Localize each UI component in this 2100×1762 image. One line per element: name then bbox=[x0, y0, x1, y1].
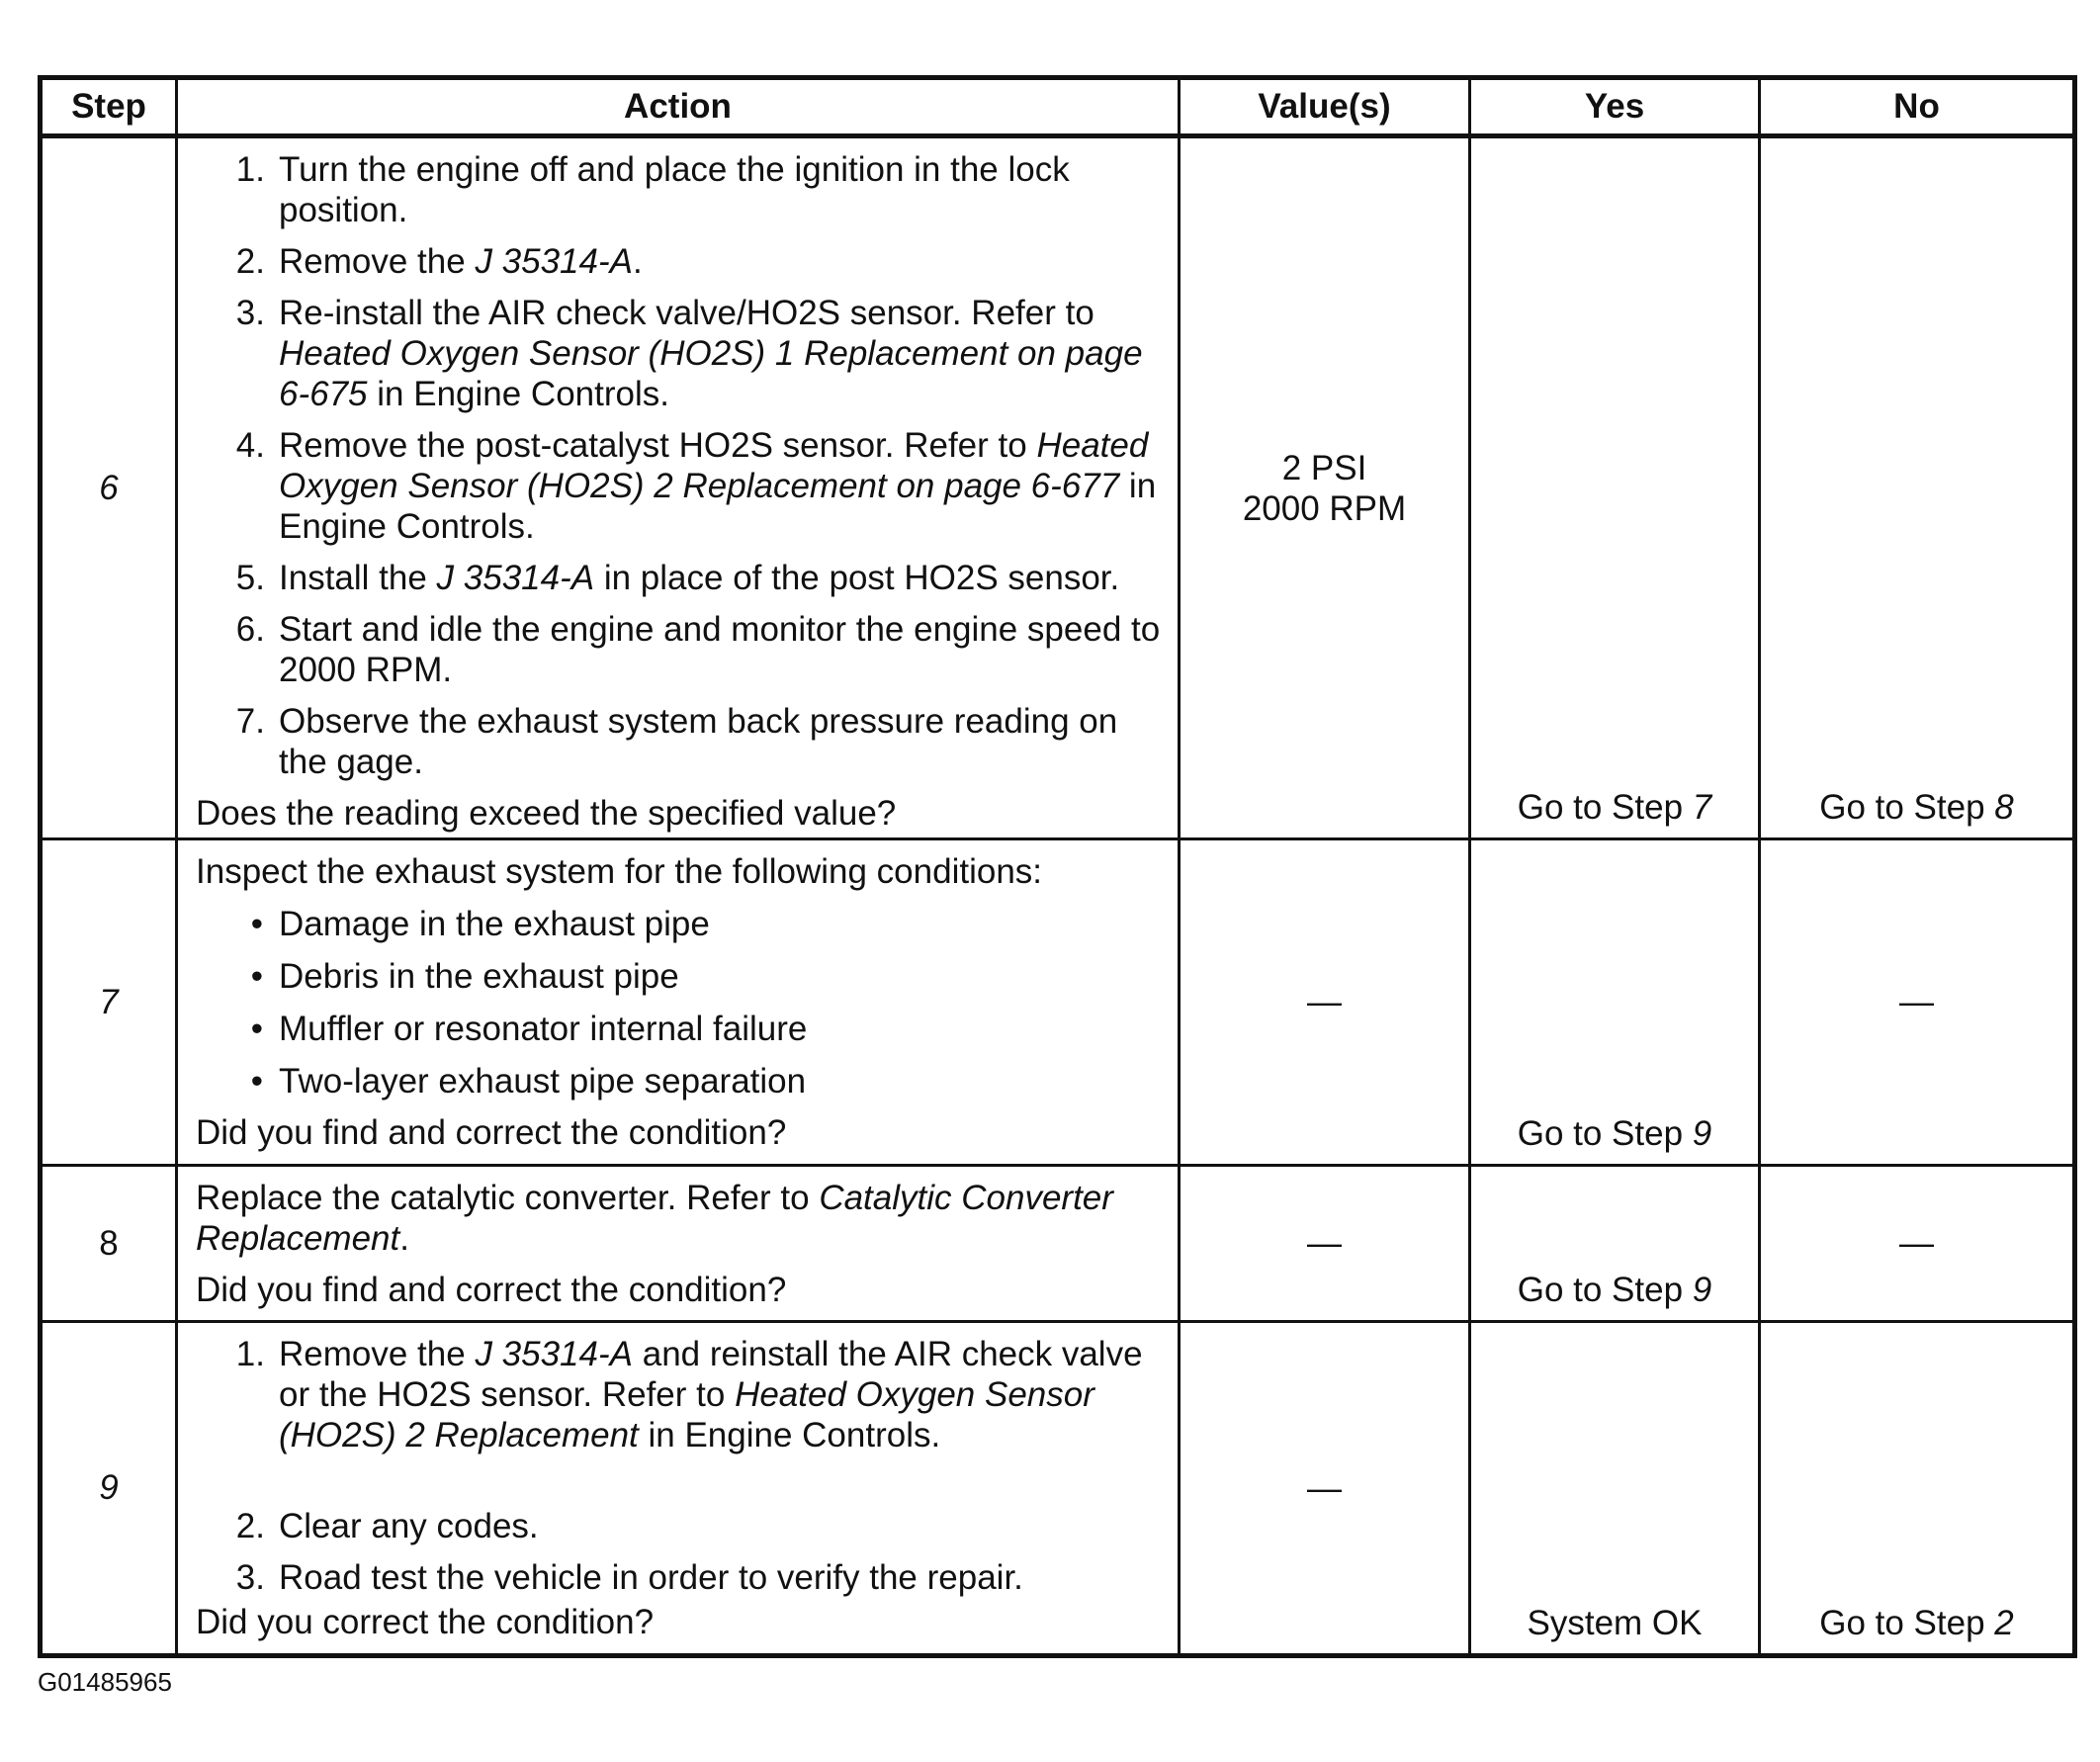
list-item: • Damage in the exhaust pipe bbox=[250, 905, 710, 943]
action-cell bbox=[177, 1322, 1180, 1656]
no-go-to-step: Go to Step 8 bbox=[1819, 788, 2014, 827]
list-item: 4. Remove the post-catalyst HO2S sensor. Refer to Heated Oxygen Sensor (HO2S) 2 Replacement on page 6-677 in Engine Controls. bbox=[235, 426, 1157, 546]
header-step: Step bbox=[41, 78, 177, 136]
intro-text: Inspect the exhaust system for the following conditions: bbox=[196, 852, 1043, 891]
no-cell bbox=[1760, 1166, 2075, 1322]
list-item: 2. Remove the J 35314-A. bbox=[235, 242, 643, 281]
list-item: 5. Install the J 35314-A in place of the post HO2S sensor. bbox=[235, 559, 1120, 597]
no-value: — bbox=[1899, 1223, 1934, 1263]
yes-cell bbox=[1470, 839, 1760, 1166]
list-item: 3. Re-install the AIR check valve/HO2S sensor. Refer to Heated Oxygen Sensor (HO2S) 1 Replacement on page 6-675 in Engine Controls. bbox=[235, 294, 1143, 413]
list-item: • Debris in the exhaust pipe bbox=[250, 957, 679, 996]
question-text: Does the reading exceed the specified value? bbox=[196, 794, 897, 833]
action-cell bbox=[177, 839, 1180, 1166]
no-cell bbox=[1760, 136, 2075, 839]
value-cell: — bbox=[1180, 1322, 1470, 1656]
header-no: No bbox=[1760, 78, 2075, 136]
no-value: — bbox=[1899, 982, 1934, 1021]
header-values: Value(s) bbox=[1180, 78, 1470, 136]
value-rpm: 2000 RPM bbox=[1242, 488, 1407, 528]
value-cell: — bbox=[1180, 1166, 1470, 1322]
question-text: Did you find and correct the condition? bbox=[196, 1271, 787, 1309]
yes-cell bbox=[1470, 136, 1760, 839]
yes-cell bbox=[1470, 1166, 1760, 1322]
list-item: 2. Clear any codes. bbox=[235, 1507, 539, 1545]
action-cell bbox=[177, 136, 1180, 839]
table-row-step-7 bbox=[41, 839, 2075, 1166]
list-item: 1. Turn the engine off and place the ignition in the lock position. bbox=[235, 150, 1070, 229]
table-row-step-6 bbox=[41, 136, 2075, 839]
header-yes: Yes bbox=[1470, 78, 1760, 136]
no-cell bbox=[1760, 1322, 2075, 1656]
value-cell: — bbox=[1180, 839, 1470, 1166]
value-cell bbox=[1180, 136, 1470, 839]
value-pressure: 2 PSI bbox=[1281, 448, 1367, 487]
table-row-step-8 bbox=[41, 1166, 2075, 1322]
yes-cell bbox=[1470, 1322, 1760, 1656]
step-number: 9 bbox=[41, 1322, 177, 1656]
diagnostic-table bbox=[38, 75, 2077, 1658]
conditions-list bbox=[196, 904, 1170, 1101]
yes-go-to-step: Go to Step 9 bbox=[1517, 1271, 1712, 1309]
step-number: 6 bbox=[41, 136, 177, 839]
list-item: 3. Road test the vehicle in order to verify the repair. bbox=[235, 1558, 1023, 1597]
question-text: Did you find and correct the condition? bbox=[196, 1113, 787, 1152]
table-row-step-9 bbox=[41, 1322, 2075, 1656]
step-number: 7 bbox=[41, 839, 177, 1166]
list-item: • Muffler or resonator internal failure bbox=[250, 1010, 808, 1048]
no-cell bbox=[1760, 839, 2075, 1166]
action-text: Replace the catalytic converter. Refer to Catalytic Converter Replacement. bbox=[196, 1179, 1113, 1258]
yes-go-to-step: Go to Step 9 bbox=[1517, 1114, 1712, 1153]
action-cell bbox=[177, 1166, 1180, 1322]
question-text: Did you correct the condition? bbox=[196, 1603, 655, 1641]
list-item: • Two-layer exhaust pipe separation bbox=[250, 1062, 807, 1101]
list-item: 1. Remove the J 35314-A and reinstall the AIR check valve or the HO2S sensor. Refer to Heated Oxygen Sensor (HO2S) 2 Replacement in Engine Controls. bbox=[235, 1335, 1143, 1454]
table-header-row bbox=[41, 78, 2075, 136]
list-item: 7. Observe the exhaust system back pressure reading on the gage. bbox=[235, 702, 1118, 781]
no-go-to-step: Go to Step 2 bbox=[1819, 1604, 2014, 1642]
action-steps-list bbox=[196, 149, 1170, 782]
action-steps-list bbox=[196, 1334, 1170, 1598]
yes-result: System OK bbox=[1527, 1604, 1703, 1642]
yes-go-to-step: Go to Step 7 bbox=[1517, 788, 1712, 827]
figure-id: G01485965 bbox=[38, 1667, 172, 1697]
step-number: 8 bbox=[41, 1166, 177, 1322]
list-item: 6. Start and idle the engine and monitor the engine speed to 2000 RPM. bbox=[235, 610, 1161, 689]
header-action: Action bbox=[177, 78, 1180, 136]
